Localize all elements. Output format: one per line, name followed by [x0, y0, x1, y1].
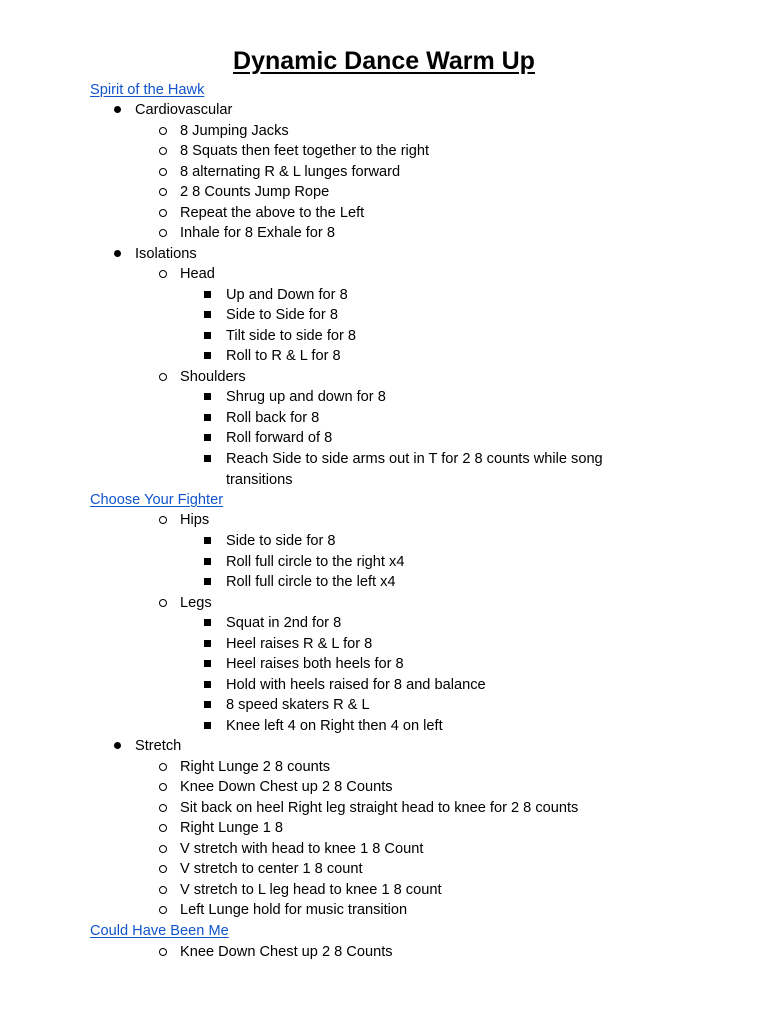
- bullet-disc-icon: [114, 106, 121, 113]
- page-title: Dynamic Dance Warm Up: [233, 47, 535, 75]
- list-item: Reach Side to side arms out in T for 2 8 counts while song: [226, 449, 603, 469]
- list-item: V stretch with head to knee 1 8 Count: [180, 839, 423, 859]
- bullet-square-icon: [204, 434, 211, 441]
- bullet-circle-icon: [159, 209, 167, 217]
- bullet-square-icon: [204, 722, 211, 729]
- list-item: Roll full circle to the left x4: [226, 572, 396, 592]
- list-item-cardiovascular: Cardiovascular: [135, 100, 232, 120]
- list-item: Roll to R & L for 8: [226, 346, 341, 366]
- bullet-square-icon: [204, 660, 211, 667]
- list-item: Heel raises both heels for 8: [226, 654, 404, 674]
- bullet-circle-icon: [159, 824, 167, 832]
- bullet-square-icon: [204, 291, 211, 298]
- list-item: 8 Squats then feet together to the right: [180, 141, 429, 161]
- bullet-circle-icon: [159, 763, 167, 771]
- list-item: V stretch to center 1 8 count: [180, 859, 363, 879]
- list-item: Roll full circle to the right x4: [226, 552, 404, 572]
- bullet-circle-icon: [159, 948, 167, 956]
- bullet-circle-icon: [159, 886, 167, 894]
- list-item: 8 Jumping Jacks: [180, 121, 289, 141]
- bullet-circle-icon: [159, 783, 167, 791]
- list-item: Tilt side to side for 8: [226, 326, 356, 346]
- bullet-circle-icon: [159, 865, 167, 873]
- bullet-square-icon: [204, 681, 211, 688]
- bullet-circle-icon: [159, 845, 167, 853]
- bullet-circle-icon: [159, 906, 167, 914]
- section-link-spirit-of-the-hawk[interactable]: Spirit of the Hawk: [90, 82, 205, 98]
- list-item-hips: Hips: [180, 510, 209, 530]
- list-item-legs: Legs: [180, 593, 212, 613]
- bullet-circle-icon: [159, 188, 167, 196]
- list-item: Right Lunge 1 8: [180, 818, 283, 838]
- bullet-circle-icon: [159, 127, 167, 135]
- bullet-square-icon: [204, 558, 211, 565]
- list-item: Repeat the above to the Left: [180, 203, 364, 223]
- list-item-head: Head: [180, 264, 215, 284]
- bullet-circle-icon: [159, 147, 167, 155]
- bullet-circle-icon: [159, 804, 167, 812]
- list-item: Side to Side for 8: [226, 305, 338, 325]
- bullet-square-icon: [204, 455, 211, 462]
- bullet-square-icon: [204, 311, 211, 318]
- bullet-disc-icon: [114, 742, 121, 749]
- bullet-square-icon: [204, 414, 211, 421]
- list-item: Side to side for 8: [226, 531, 336, 551]
- list-item: Sit back on heel Right leg straight head to knee for 2 8 counts: [180, 798, 578, 818]
- list-item: Knee Down Chest up 2 8 Counts: [180, 777, 393, 797]
- bullet-square-icon: [204, 640, 211, 647]
- list-item: Roll forward of 8: [226, 428, 332, 448]
- list-item: Knee left 4 on Right then 4 on left: [226, 716, 443, 736]
- list-item: Hold with heels raised for 8 and balance: [226, 675, 486, 695]
- list-item: Left Lunge hold for music transition: [180, 900, 407, 920]
- section-link-choose-your-fighter[interactable]: Choose Your Fighter: [90, 492, 224, 508]
- list-item-shoulders: Shoulders: [180, 367, 246, 387]
- list-item: Roll back for 8: [226, 408, 319, 428]
- bullet-square-icon: [204, 352, 211, 359]
- list-item: 2 8 Counts Jump Rope: [180, 182, 329, 202]
- list-item: Up and Down for 8: [226, 285, 348, 305]
- bullet-square-icon: [204, 393, 211, 400]
- list-item-isolations: Isolations: [135, 244, 197, 264]
- bullet-square-icon: [204, 701, 211, 708]
- list-item: Heel raises R & L for 8: [226, 634, 372, 654]
- bullet-square-icon: [204, 537, 211, 544]
- bullet-circle-icon: [159, 168, 167, 176]
- list-item: Squat in 2nd for 8: [226, 613, 341, 633]
- list-item: V stretch to L leg head to knee 1 8 count: [180, 880, 442, 900]
- bullet-circle-icon: [159, 229, 167, 237]
- bullet-circle-icon: [159, 516, 167, 524]
- bullet-disc-icon: [114, 250, 121, 257]
- list-item: Shrug up and down for 8: [226, 387, 386, 407]
- bullet-circle-icon: [159, 373, 167, 381]
- list-item-stretch: Stretch: [135, 736, 181, 756]
- list-item: 8 speed skaters R & L: [226, 695, 370, 715]
- list-item: Inhale for 8 Exhale for 8: [180, 223, 335, 243]
- bullet-circle-icon: [159, 599, 167, 607]
- list-item: Knee Down Chest up 2 8 Counts: [180, 942, 393, 962]
- bullet-circle-icon: [159, 270, 167, 278]
- section-link-could-have-been-me[interactable]: Could Have Been Me: [90, 923, 229, 939]
- list-item: Right Lunge 2 8 counts: [180, 757, 330, 777]
- list-item: 8 alternating R & L lunges forward: [180, 162, 400, 182]
- list-item-continuation: transitions: [226, 472, 293, 488]
- bullet-square-icon: [204, 578, 211, 585]
- bullet-square-icon: [204, 332, 211, 339]
- bullet-square-icon: [204, 619, 211, 626]
